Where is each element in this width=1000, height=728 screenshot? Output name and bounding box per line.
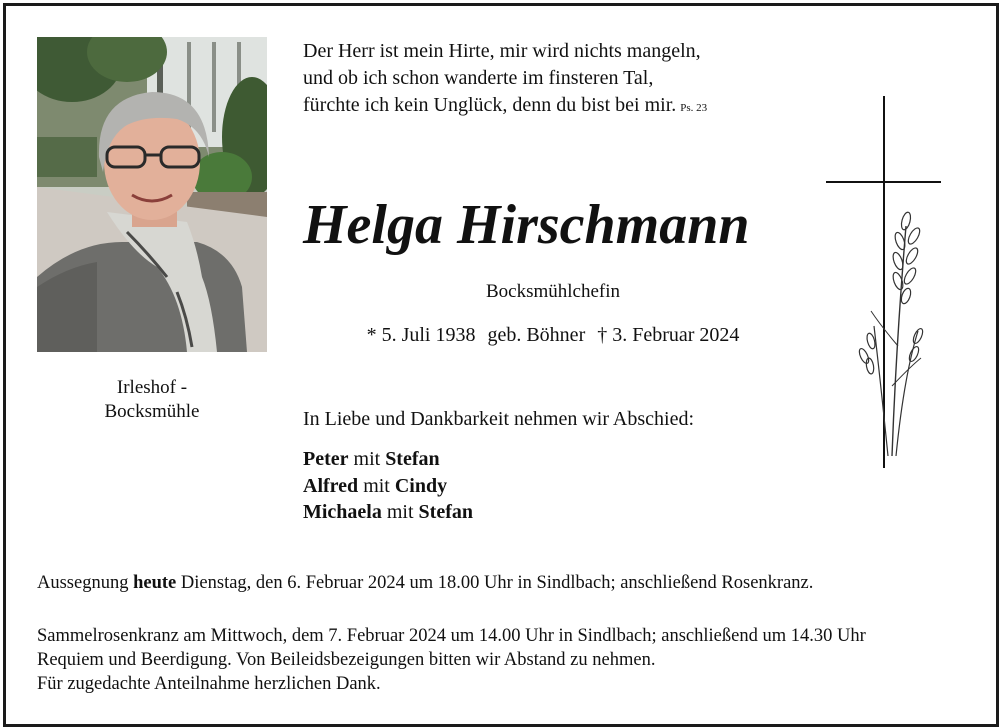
- life-dates: [303, 324, 803, 347]
- psalm-reference: Ps. 23: [680, 102, 708, 114]
- ceremony-details: Dienstag, den 6. Februar 2024 um 18.00 Uhr in Sindlbach; anschließend Rosenkranz.: [180, 573, 814, 593]
- list-item: Peter mit Stefan: [303, 448, 440, 470]
- info-line: Für zugedachte Anteilnahme herzlichen Dank.: [37, 674, 381, 694]
- info-line: Requiem und Beerdigung. Von Beileidsbezeigungen bitten wir Abstand zu nehmen.: [37, 650, 656, 670]
- list-item: Michaela mit Stefan: [303, 501, 473, 523]
- psalm-line: Der Herr ist mein Hirte, mir wird nichts mangeln,: [303, 40, 701, 62]
- photo-caption: [37, 376, 267, 424]
- info-line: Sammelrosenkranz am Mittwoch, dem 7. Februar 2024 um 14.00 Uhr in Sindlbach; anschließend um 14.30 Uhr: [37, 626, 866, 646]
- mourners-list: [303, 446, 473, 526]
- psalm-quote: [303, 38, 707, 122]
- ceremony-emphasis: heute: [133, 573, 177, 593]
- caption-line-2: Bocksmühle: [104, 401, 200, 422]
- psalm-line: fürchte ich kein Unglück, denn du bist bei mir.: [303, 94, 677, 116]
- maiden-name: geb. Böhner: [487, 324, 586, 346]
- death-date: † 3. Februar 2024: [597, 324, 740, 346]
- farewell-text: In Liebe und Dankbarkeit nehmen wir Abschied:: [303, 408, 694, 430]
- service-info: [37, 624, 866, 696]
- deceased-name: Helga Hirschmann: [303, 194, 750, 256]
- ceremony-prefix: Aussegnung: [37, 573, 129, 593]
- ceremony-notice: [37, 573, 813, 594]
- deceased-role: Bocksmühlchefin: [485, 281, 621, 302]
- birth-date: * 5. Juli 1938: [366, 324, 476, 346]
- psalm-line: und ob ich schon wanderte im finsteren Tal,: [303, 67, 654, 89]
- list-item: Alfred mit Cindy: [303, 474, 448, 497]
- cross-with-wheat-icon: [826, 96, 946, 471]
- portrait-photo: [37, 37, 267, 352]
- caption-line-1: Irleshof -: [116, 377, 188, 398]
